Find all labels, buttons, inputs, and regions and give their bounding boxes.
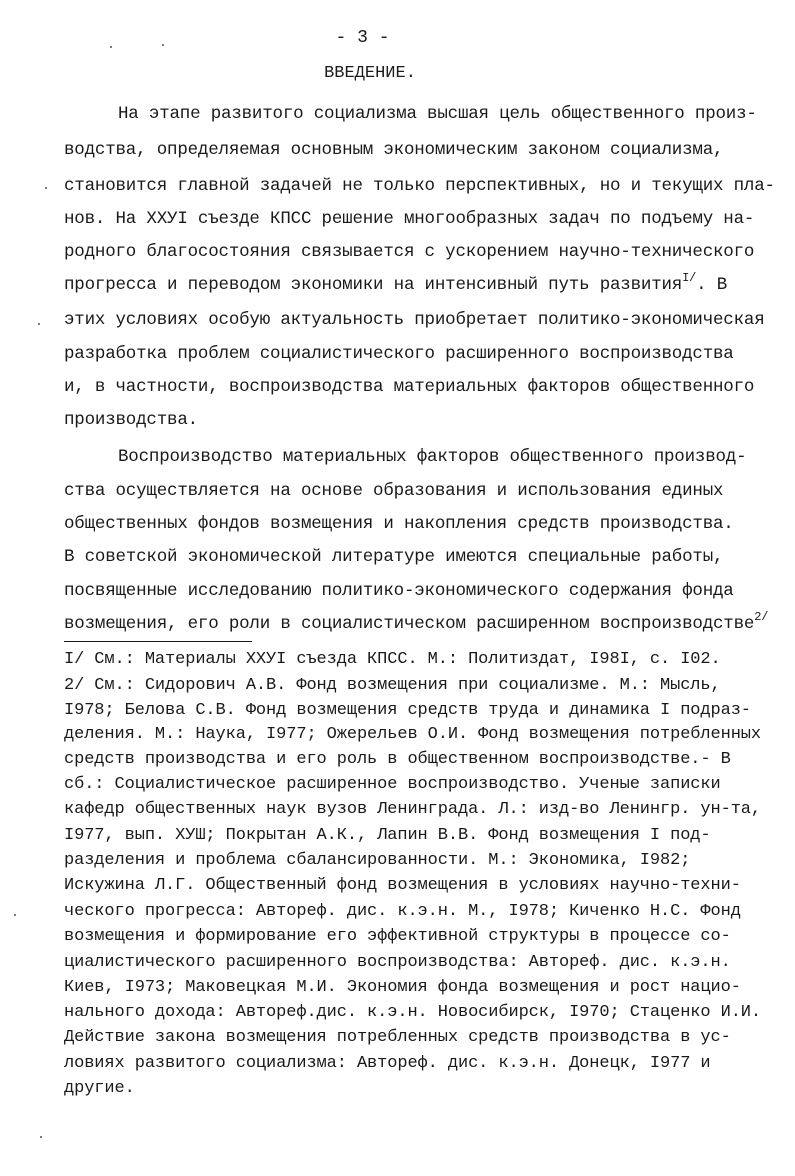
paragraph-2-line-6	[64, 610, 769, 634]
paragraph-1-line-6	[64, 271, 728, 295]
paragraph-2-line-3: общественных фондов возмещения и накопления средств производства.	[64, 514, 734, 534]
paragraph-1-line-10: производства.	[64, 410, 198, 430]
footnote-line-2: 2/ См.: Сидорович А.В. Фонд возмещения при социализме. М.: Мысль,	[64, 676, 721, 695]
footnote-line-9: разделения и проблема сбалансированности. М.: Экономика, I982;	[64, 851, 691, 870]
paragraph-1-line-3: становится главной задачей не только перспективных, но и текущих пла-	[64, 176, 775, 196]
scan-speck	[162, 44, 164, 46]
footnote-line-14: Киев, I973; Маковецкая М.И. Экономия фонда возмещения и рост нацио-	[64, 978, 741, 997]
footnote-line-7: кафедр общественных наук вузов Ленинграда. Л.: изд-во Ленингр. ун-та,	[64, 800, 762, 819]
footnote-line-15: нального дохода: Автореф.дис. к.э.н. Новосибирск, I970; Стаценко И.И.	[64, 1003, 762, 1022]
paragraph-2-line-1: Воспроизводство материальных факторов общественного производ-	[118, 447, 747, 467]
paragraph-1-line-5: родного благосостояния связывается с ускорением научно-технического	[64, 242, 755, 262]
footnote-line-5: средств производства и его роль в общественном воспроизводстве.- В	[64, 750, 731, 769]
paragraph-1-line-2: водства, определяемая основным экономическим законом социализма,	[64, 140, 724, 160]
paragraph-2-line-6-text: возмещения, его роли в социалистическом расширенном воспроизводстве	[64, 614, 755, 634]
scan-speck	[14, 914, 16, 916]
paragraph-2-line-2: ства осуществляется на основе образования и использования единых	[64, 481, 724, 501]
paragraph-1-line-6-text: прогресса и переводом экономики на интенсивный путь развития	[64, 275, 683, 295]
scan-speck	[38, 323, 40, 325]
footnote-line-6: сб.: Социалистическое расширенное воспроизводство. Ученые записки	[64, 775, 721, 794]
footnote-line-1: I/ См.: Материалы XXУI съезда КПСС. М.: Политиздат, I98I, с. I02.	[64, 650, 721, 669]
paragraph-2-line-4: В советской экономической литературе имеются специальные работы,	[64, 547, 724, 567]
scan-speck	[40, 1136, 42, 1138]
paragraph-1-line-8: разработка проблем социалистического расширенного воспроизводства	[64, 344, 734, 364]
paragraph-1-line-7: этих условиях особую актуальность приобретает политико-экономическая	[64, 310, 765, 330]
footnote-line-13: циалистического расширенного воспроизводства: Автореф. дис. к.э.н.	[64, 953, 731, 972]
paragraph-1-line-9: и, в частности, воспроизводства материальных факторов общественного	[64, 377, 755, 397]
section-title: ВВЕДЕНИЕ.	[324, 64, 416, 83]
footnote-separator	[64, 641, 252, 642]
footnote-line-4: деления. М.: Наука, I977; Ожерельев О.И. Фонд возмещения потребленных	[64, 725, 762, 744]
footnote-line-16: Действие закона возмещения потребленных средств производства в ус-	[64, 1028, 731, 1047]
footnote-line-17: ловиях развитого социализма: Автореф. дис. к.э.н. Донецк, I977 и	[64, 1054, 711, 1073]
paragraph-2-line-5: посвященные исследованию политико-экономического содержания фонда	[64, 581, 734, 601]
footnote-line-8: I977, вып. ХУШ; Покрытан А.К., Лапин В.В. Фонд возмещения I под-	[64, 826, 711, 845]
paragraph-1-line-4: нов. На XXУI съезде КПСС решение многообразных задач по подъему на-	[64, 209, 755, 229]
footnote-ref-1: I/	[682, 271, 697, 285]
paragraph-1-line-6-tail: . В	[696, 275, 728, 295]
footnote-line-12: возмещения и формирование его эффективной структуры в процессе со-	[64, 927, 731, 946]
footnote-ref-2: 2/	[754, 610, 769, 624]
footnote-line-18: другие.	[64, 1079, 135, 1098]
paragraph-1-line-1: На этапе развитого социализма высшая цель общественного произ-	[118, 104, 757, 124]
footnote-line-11: ческого прогресса: Автореф. дис. к.э.н. М., I978; Киченко Н.С. Фонд	[64, 902, 741, 921]
footnote-line-10: Искужина Л.Г. Общественный фонд возмещения в условиях научно-техни-	[64, 876, 741, 895]
footnote-line-3: I978; Белова С.В. Фонд возмещения средств труда и динамика I подраз-	[64, 701, 751, 720]
scan-speck	[45, 187, 47, 189]
scan-speck	[110, 46, 112, 48]
page-number: - 3 -	[335, 28, 390, 48]
